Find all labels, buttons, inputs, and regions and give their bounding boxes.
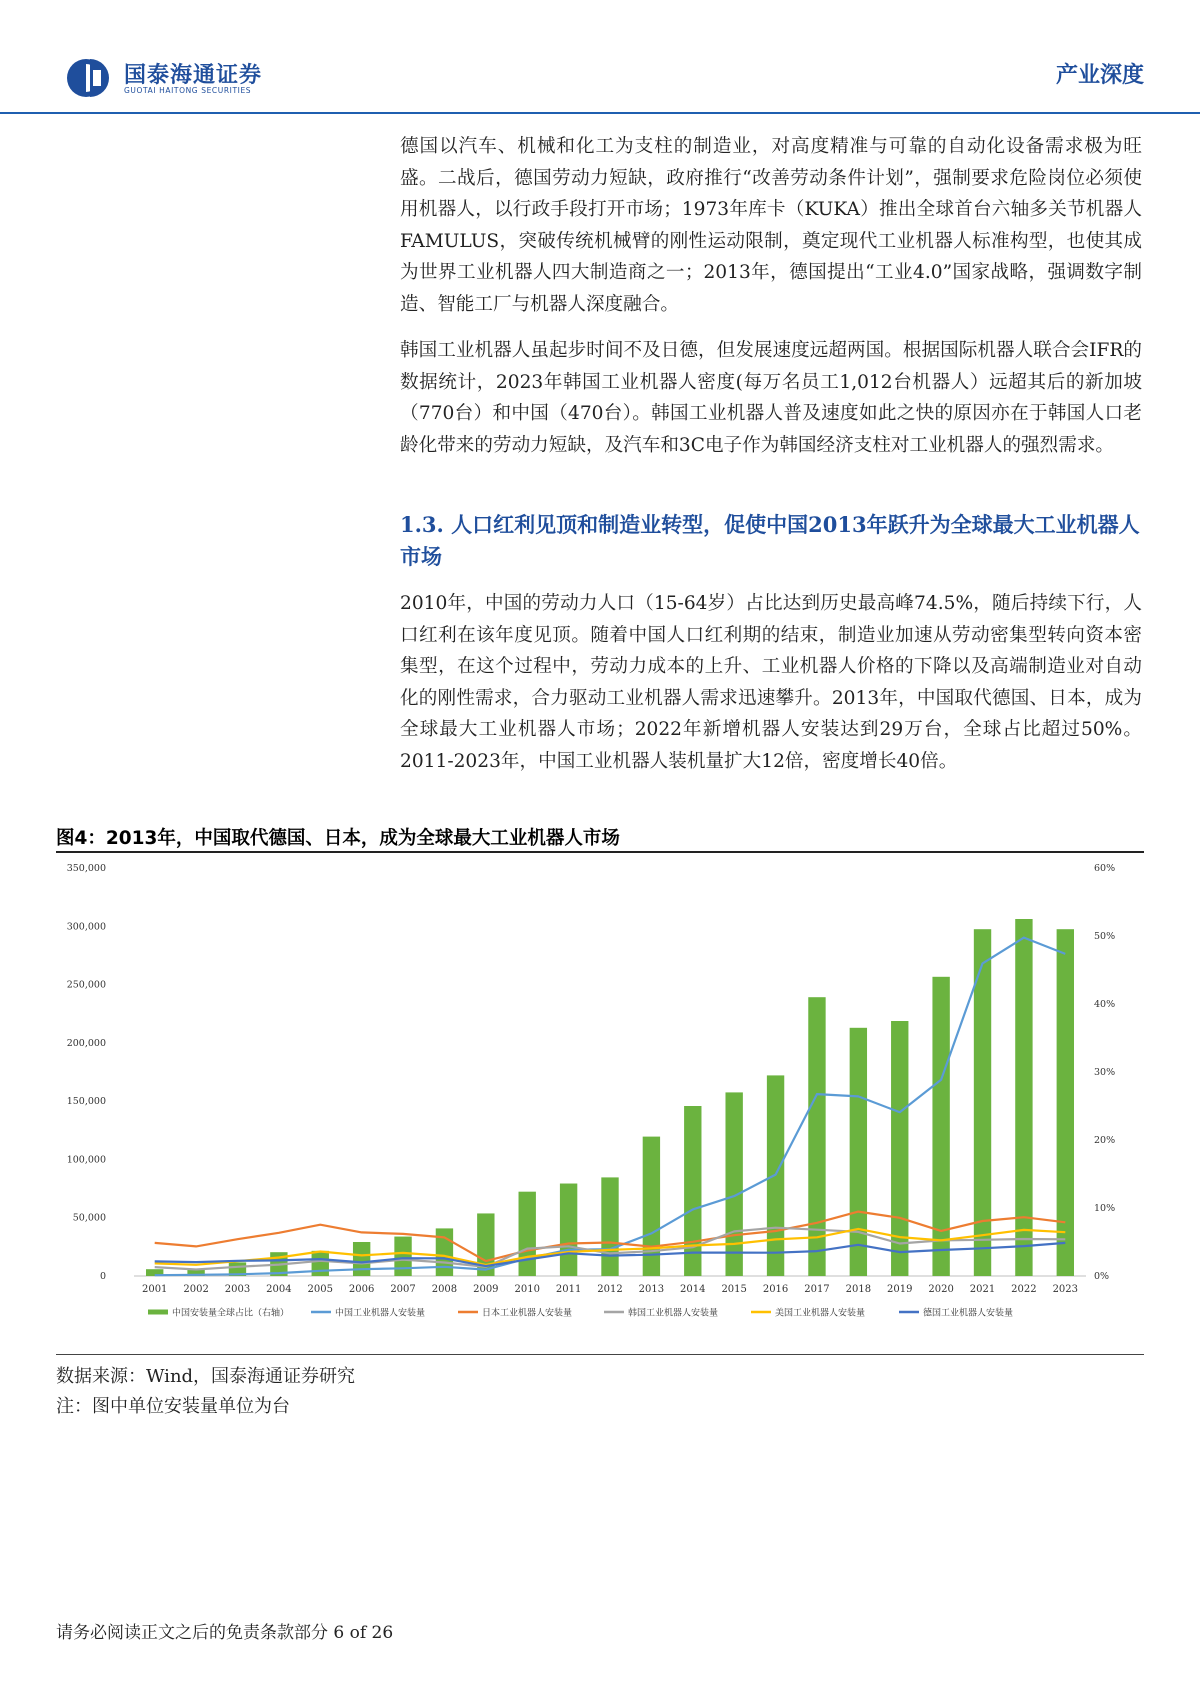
x-tick-label: 2010 xyxy=(514,1284,540,1295)
legend-label: 中国工业机器人安装量 xyxy=(335,1308,426,1319)
x-tick-label: 2021 xyxy=(969,1284,996,1295)
x-tick-label: 2005 xyxy=(307,1284,333,1295)
x-tick-label: 2008 xyxy=(431,1284,458,1295)
legend-label: 韩国工业机器人安装量 xyxy=(628,1308,719,1319)
x-tick-label: 2018 xyxy=(845,1284,872,1295)
x-tick-label: 2002 xyxy=(183,1284,209,1295)
bar xyxy=(519,1192,536,1276)
y-left-tick-label: 50,000 xyxy=(72,1212,106,1224)
chart xyxy=(56,854,1144,1354)
brand-logo-icon xyxy=(66,58,114,98)
y-right-tick-label: 60% xyxy=(1094,863,1116,874)
legend-label: 中国安装量全球占比（右轴） xyxy=(172,1308,290,1319)
report-type-label: 产业深度 xyxy=(1055,63,1144,88)
legend-label: 日本工业机器人安装量 xyxy=(482,1308,573,1319)
x-tick-label: 2007 xyxy=(390,1284,416,1295)
page-header xyxy=(0,0,1200,114)
y-left-tick-label: 0 xyxy=(99,1271,106,1282)
x-tick-label: 2011 xyxy=(555,1284,582,1295)
legend-label: 美国工业机器人安装量 xyxy=(775,1308,866,1319)
figure-top-divider xyxy=(56,851,1144,853)
x-tick-label: 2006 xyxy=(348,1284,375,1295)
y-right-tick-label: 40% xyxy=(1094,999,1116,1010)
y-right-tick-label: 30% xyxy=(1094,1067,1116,1078)
y-left-tick-label: 100,000 xyxy=(66,1154,106,1166)
paragraph-germany: 德国以汽车、机械和化工为支柱的制造业，对高度精准与可靠的自动化设备需求极为旺盛。二战后，德国劳动力短缺，政府推行“改善劳动条件计划”，强制要求危险岗位必须使用机器人，以行政手段打开市场；1973年库卡（KUKA）推出全球首台六轴多关节机器人FAMULUS，突破传统机械臂的刚性运动限制，奠定现代工业机器人标准构型，也使其成为世界工业机器人四大制造商之一；2013年，德国提出“工业4.0”国家战略，强调数字制造、智能工厂与机器人深度融合。 xyxy=(400,136,1142,315)
y-left-tick-label: 250,000 xyxy=(66,979,106,991)
y-left-tick-label: 300,000 xyxy=(66,921,106,933)
page-footer: 请务必阅读正文之后的免责条款部分 6 of 26 xyxy=(56,1623,394,1643)
bar xyxy=(725,1092,742,1276)
figure-note: 注：图中单位安装量单位为台 xyxy=(56,1396,290,1417)
brand-name-english: GUOTAI HAITONG SECURITIES xyxy=(124,86,252,95)
x-tick-label: 2009 xyxy=(473,1284,499,1295)
bar xyxy=(684,1106,701,1276)
bar xyxy=(394,1237,411,1276)
x-tick-label: 2014 xyxy=(680,1284,706,1295)
figure-title: 图4：2013年，中国取代德国、日本，成为全球最大工业机器人市场 xyxy=(56,828,620,849)
x-tick-label: 2022 xyxy=(1011,1284,1037,1295)
y-right-tick-label: 50% xyxy=(1094,931,1116,942)
y-left-tick-label: 150,000 xyxy=(66,1096,106,1108)
x-tick-label: 2017 xyxy=(804,1284,830,1295)
x-tick-label: 2019 xyxy=(887,1284,913,1295)
bar xyxy=(560,1184,577,1276)
bar xyxy=(1015,919,1032,1276)
bar xyxy=(1057,929,1074,1276)
bar xyxy=(808,997,825,1276)
bar xyxy=(850,1028,867,1276)
section-heading: 1.3. 人口红利见顶和制造业转型，促使中国2013年跃升为全球最大工业机器人市场 xyxy=(400,512,1140,569)
x-tick-label: 2012 xyxy=(597,1284,623,1295)
x-tick-label: 2004 xyxy=(266,1284,292,1295)
x-tick-label: 2003 xyxy=(224,1284,251,1295)
bar xyxy=(353,1242,370,1276)
x-tick-label: 2016 xyxy=(762,1284,789,1295)
bar xyxy=(436,1228,453,1276)
legend-label: 德国工业机器人安装量 xyxy=(923,1308,1014,1319)
bar xyxy=(601,1177,618,1276)
paragraph-china: 2010年，中国的劳动力人口（15-64岁）占比达到历史最高峰74.5%，随后持续下行，人口红利在该年度见顶。随着中国人口红利期的结束，制造业加速从劳动密集型转向资本密集型，在这个过程中，劳动力成本的上升、工业机器人价格的下降以及高端制造业对自动化的刚性需求，合力驱动工业机器人需求迅速攀升。2013年，中国取代德国、日本，成为全球最大工业机器人市场；2022年新增机器人安装达到29万台，全球占比超过50%。2011-2023年，中国工业机器人装机量扩大12倍，密度增长40倍。 xyxy=(400,593,1142,772)
x-tick-label: 2013 xyxy=(638,1284,665,1295)
y-right-tick-label: 0% xyxy=(1094,1271,1110,1282)
brand-name: 国泰海通证券 xyxy=(124,63,263,88)
x-tick-label: 2020 xyxy=(928,1284,954,1295)
header-divider xyxy=(0,112,1200,114)
figure-source: 数据来源：Wind，国泰海通证券研究 xyxy=(56,1366,356,1387)
y-right-tick-label: 10% xyxy=(1094,1203,1116,1214)
x-tick-label: 2015 xyxy=(721,1284,747,1295)
y-left-tick-label: 350,000 xyxy=(66,863,106,874)
y-left-tick-label: 200,000 xyxy=(66,1037,106,1049)
figure-bottom-divider xyxy=(56,1354,1144,1355)
x-tick-label: 2001 xyxy=(141,1284,168,1295)
paragraph-korea: 韩国工业机器人虽起步时间不及日德，但发展速度远超两国。根据国际机器人联合会IFR的数据统计，2023年韩国工业机器人密度(每万名员工1,012台机器人）远超其后的新加坡（770台）和中国（470台）。韩国工业机器人普及速度如此之快的原因亦在于韩国人口老龄化带来的劳动力短缺，及汽车和3C电子作为韩国经济支柱对工业机器人的强烈需求。 xyxy=(400,340,1142,456)
x-tick-label: 2023 xyxy=(1052,1284,1079,1295)
y-right-tick-label: 20% xyxy=(1094,1135,1116,1146)
